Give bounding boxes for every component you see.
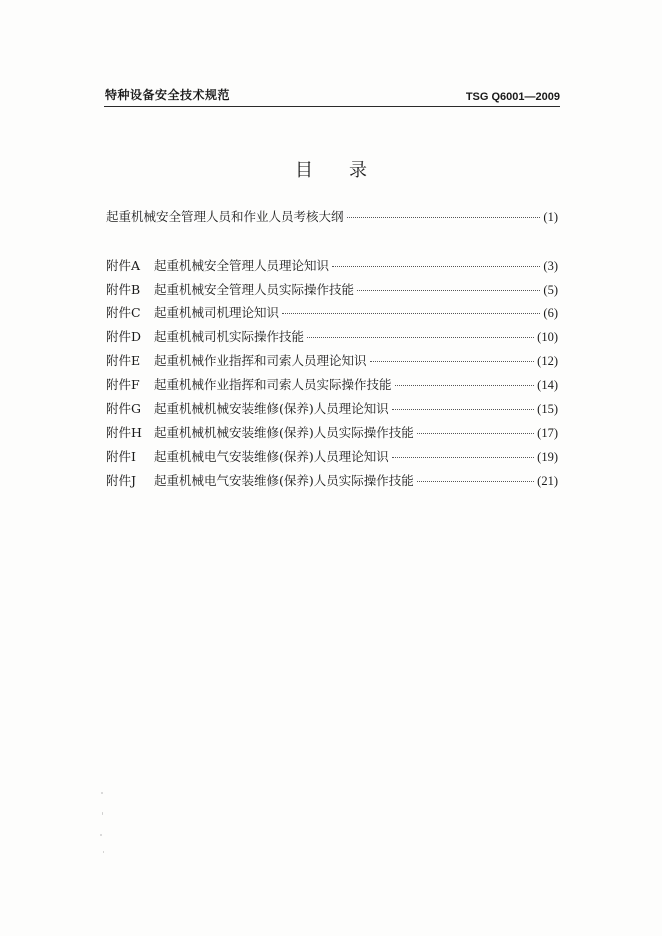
toc-entry-page: (6): [543, 306, 558, 320]
toc-entry-page: (3): [543, 259, 558, 273]
toc-entry-prefix: 附件G: [106, 401, 141, 416]
header-series-title: 特种设备安全技术规范: [105, 88, 231, 102]
toc-entry-page: (14): [537, 378, 558, 392]
toc-entry-prefix: 附件I: [106, 449, 136, 464]
toc-entry-prefix: 附件F: [106, 377, 140, 392]
header-standard-number: TSG Q6001—2009: [465, 91, 560, 103]
dot-leader: [347, 217, 541, 218]
dot-leader: [392, 409, 534, 410]
toc-entry-prefix: 附件D: [106, 329, 142, 344]
toc-entry-title: 起重机械机械安装维修(保养)人员实际操作技能: [154, 425, 414, 440]
toc-entry-prefix: 附件C: [106, 305, 141, 320]
toc-entry-title: 起重机械安全管理人员和作业人员考核大纲: [106, 209, 344, 224]
toc-entry-appendix-d[interactable]: [106, 327, 558, 345]
toc-entry-title: 起重机械机械安装维修(保养)人员理论知识: [154, 401, 389, 416]
page-header: [104, 86, 560, 107]
toc-entry-title: 起重机械电气安装维修(保养)人员理论知识: [154, 449, 389, 464]
dot-leader: [282, 313, 540, 314]
toc-entry-page: (15): [537, 402, 558, 416]
toc-entry-page: (5): [543, 283, 558, 297]
dot-leader: [357, 290, 540, 291]
toc-entry-prefix: 附件E: [106, 353, 141, 368]
toc-entry-prefix: 附件B: [106, 282, 141, 297]
dot-leader: [307, 337, 534, 338]
dot-leader: [370, 361, 535, 362]
toc-entry-appendix-e[interactable]: [106, 351, 558, 369]
toc-entry-appendix-i[interactable]: [106, 447, 558, 465]
toc-entry-page: (21): [537, 474, 558, 488]
toc-entry-title: 起重机械司机实际操作技能: [154, 329, 305, 344]
toc-entry-appendix-j[interactable]: [106, 471, 558, 489]
toc-entry-appendix-b[interactable]: [106, 280, 558, 298]
toc-entry-appendix-a[interactable]: [106, 256, 558, 274]
toc-entry-title: 起重机械作业指挥和司索人员理论知识: [154, 353, 367, 368]
dot-leader: [392, 457, 534, 458]
toc-entry-appendix-f[interactable]: [106, 375, 558, 393]
toc-entry-title: 起重机械电气安装维修(保养)人员实际操作技能: [154, 473, 414, 488]
toc-entry-page: (12): [537, 354, 558, 368]
dot-leader: [417, 481, 534, 482]
toc-entry-title: 起重机械作业指挥和司索人员实际操作技能: [154, 377, 392, 392]
scan-speck: [101, 792, 103, 794]
toc-entry-prefix: 附件J: [106, 473, 137, 488]
toc-entry-appendix-g[interactable]: [106, 399, 558, 417]
toc-entry-prefix: 附件H: [106, 425, 142, 440]
dot-leader: [395, 385, 535, 386]
toc-entry-appendix-h[interactable]: [106, 423, 558, 441]
toc-entry-appendix-c[interactable]: [106, 303, 558, 321]
scan-speck: [103, 851, 104, 853]
toc-entry-title: 起重机械安全管理人员理论知识: [154, 258, 330, 273]
toc-entry-page: (10): [537, 330, 558, 344]
scan-speck: [102, 812, 103, 815]
toc-entry-prefix: 附件A: [106, 258, 141, 273]
toc-entry-page: (19): [537, 450, 558, 464]
dot-leader: [332, 266, 540, 267]
toc-entry-main[interactable]: [106, 207, 558, 225]
toc-entry-page: (17): [537, 426, 558, 440]
toc-title: 目录: [295, 160, 403, 181]
dot-leader: [417, 433, 534, 434]
toc-entry-page: (1): [543, 210, 558, 224]
toc-entry-title: 起重机械司机理论知识: [154, 305, 280, 320]
toc-entry-title: 起重机械安全管理人员实际操作技能: [154, 282, 355, 297]
scan-speck: [100, 834, 102, 836]
